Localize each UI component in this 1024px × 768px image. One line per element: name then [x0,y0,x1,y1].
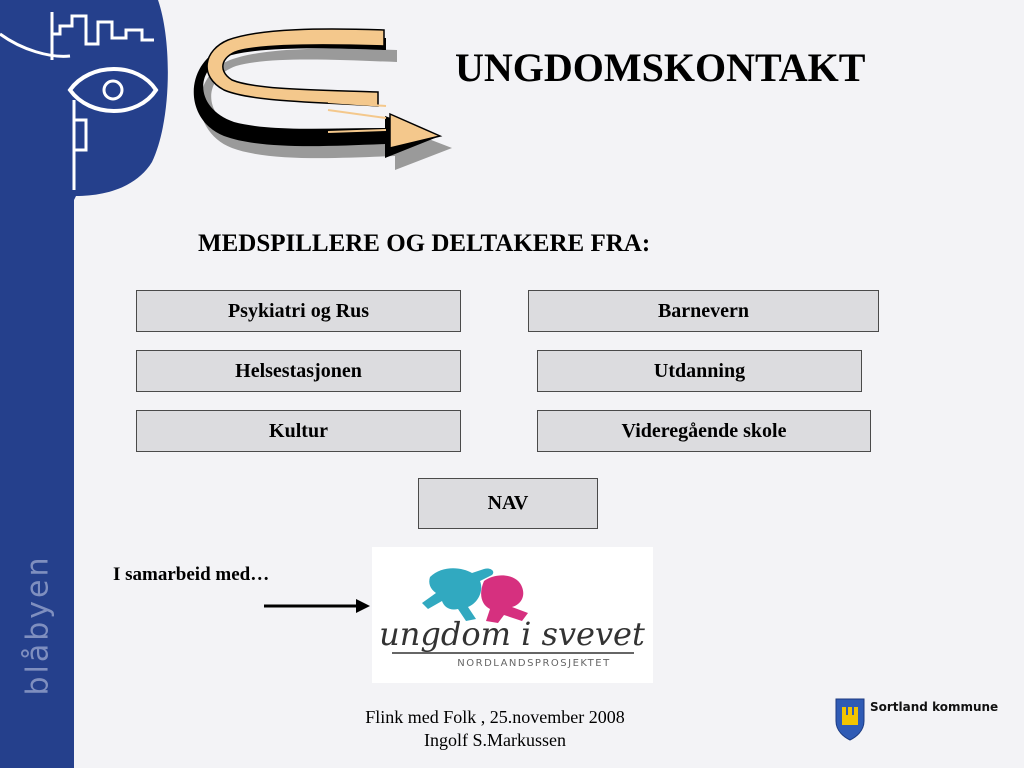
curved-arrow-graphic [190,20,460,170]
municipality-logo [834,697,998,741]
partner-logo-name: ungdom i svevet [379,615,645,653]
collaboration-label: I samarbeid med… [113,564,270,585]
partner-logo [372,547,653,683]
slide-subtitle: MEDSPILLERE OG DELTAKERE FRA: [198,230,651,257]
participant-box: Barnevern [528,290,879,332]
footer-line-1: Flink med Folk , 25.november 2008 [365,707,625,727]
participant-box: Psykiatri og Rus [136,290,461,332]
slide-title: UNGDOMSKONTAKT [455,45,866,90]
blaabyen-face-logo [0,0,180,200]
partner-logo-tagline: NORDLANDSPROSJEKTET [457,658,611,669]
sidebar-brand-text: blåbyen [20,554,56,696]
footer-line-2: Ingolf S.Markussen [424,730,566,750]
municipality-name: Sortland kommune [870,700,999,714]
participant-box: Helsestasjonen [136,350,461,392]
participant-box: NAV [418,478,598,529]
footer [335,706,655,752]
participant-box: Kultur [136,410,461,452]
participant-box: Videregående skole [537,410,871,452]
participant-box: Utdanning [537,350,862,392]
coat-of-arms-icon [834,697,866,741]
arrow-right-icon [264,596,374,616]
